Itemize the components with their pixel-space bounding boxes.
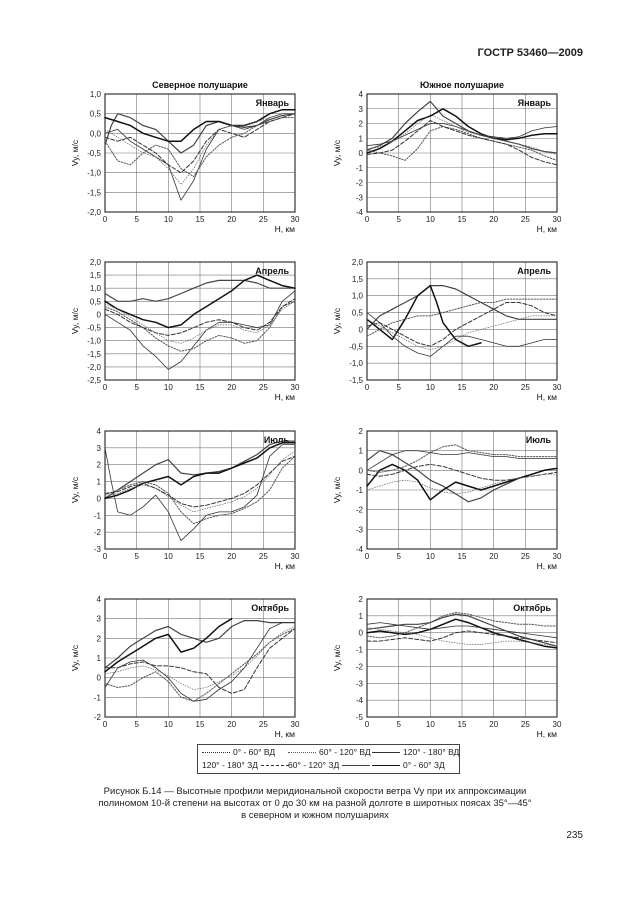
legend-item — [372, 760, 445, 770]
y-tick-label: 2 — [96, 460, 101, 470]
y-tick-label: -3 — [355, 525, 363, 535]
y-tick-label: -2 — [355, 662, 363, 672]
y-tick-label: -0,5 — [87, 323, 101, 333]
y-tick-label: -1,5 — [87, 349, 101, 359]
x-tick-label: 0 — [364, 720, 370, 729]
x-tick-label: 25 — [258, 383, 268, 392]
y-tick-label: -1 — [93, 693, 101, 703]
hemisphere-title: Северное полушарие — [152, 80, 248, 90]
y-tick-label: 2 — [358, 427, 363, 436]
x-axis-label: H, км — [536, 392, 557, 402]
x-tick-label: 15 — [195, 552, 205, 561]
y-tick-label: 0 — [96, 673, 101, 683]
x-tick-label: 5 — [134, 383, 139, 392]
y-tick-label: 1,0 — [89, 90, 101, 99]
x-tick-label: 0 — [102, 215, 108, 224]
chart-panel — [332, 427, 562, 571]
y-tick-label: -2,0 — [87, 362, 101, 372]
y-tick-label: 2 — [358, 119, 363, 129]
x-tick-label: 15 — [195, 215, 205, 224]
x-tick-label: 20 — [227, 383, 237, 392]
legend-swatch-icon — [202, 752, 230, 753]
legend-swatch-icon — [288, 752, 316, 753]
y-tick-label: -2,5 — [87, 376, 101, 385]
x-tick-label: 30 — [552, 215, 562, 224]
legend-label: 0° - 60° ЗД — [403, 760, 445, 770]
y-tick-label: 1 — [96, 654, 101, 663]
legend-item — [372, 747, 459, 757]
x-tick-label: 10 — [163, 215, 173, 224]
y-tick-label: -5 — [355, 713, 363, 722]
x-tick-label: 5 — [396, 383, 401, 392]
y-tick-label: 1 — [358, 611, 363, 621]
y-tick-label: 0,5 — [89, 109, 101, 119]
x-tick-label: 30 — [290, 215, 300, 224]
x-tick-label: 25 — [258, 720, 268, 729]
legend-label: 120° - 180° ВД — [403, 747, 460, 757]
x-axis-label: H, км — [274, 392, 295, 402]
chart-panel — [70, 427, 300, 571]
x-tick-label: 5 — [396, 552, 401, 561]
x-tick-label: 15 — [195, 383, 205, 392]
y-tick-label: -3 — [355, 679, 363, 689]
y-tick-label: -1 — [355, 163, 363, 173]
month-label: Июль — [263, 435, 289, 445]
y-tick-label: 0,5 — [351, 308, 363, 318]
x-tick-label: 15 — [457, 383, 467, 392]
y-tick-label: 3 — [96, 443, 101, 453]
x-axis-label: H, км — [274, 561, 295, 571]
x-tick-label: 20 — [489, 383, 499, 392]
y-tick-label: 4 — [96, 427, 101, 436]
y-axis-label: Vy, м/с — [332, 476, 342, 504]
y-tick-label: 1,0 — [351, 291, 363, 301]
y-tick-label: 3 — [96, 614, 101, 624]
x-tick-label: 5 — [396, 720, 401, 729]
document-header: ГОСТР 53460—2009 — [477, 47, 583, 59]
y-tick-label: 2,0 — [89, 258, 101, 267]
page-number: 235 — [566, 830, 583, 841]
chart-panel — [70, 80, 300, 234]
x-axis-label: H, км — [536, 224, 557, 234]
y-tick-label: 3 — [358, 104, 363, 114]
x-tick-label: 25 — [258, 215, 268, 224]
x-tick-label: 0 — [102, 552, 108, 561]
caption-line-1: Рисунок Б.14 — Высотные профили меридиональной скорости ветра Vy при их аппроксимации — [103, 786, 527, 797]
y-tick-label: -1 — [355, 645, 363, 655]
y-tick-label: 0 — [96, 310, 101, 320]
y-tick-label: 1 — [358, 134, 363, 144]
legend-item — [288, 747, 371, 757]
legend-item — [202, 760, 292, 770]
legend-label: 60° - 120° ВД — [319, 747, 371, 757]
x-tick-label: 30 — [552, 383, 562, 392]
legend-item — [288, 760, 373, 770]
x-tick-label: 15 — [457, 720, 467, 729]
x-tick-label: 15 — [195, 720, 205, 729]
x-tick-label: 10 — [163, 552, 173, 561]
month-label: Апрель — [517, 266, 551, 276]
x-tick-label: 0 — [102, 720, 108, 729]
y-tick-label: -4 — [355, 208, 363, 217]
y-tick-label: 1,5 — [351, 274, 363, 284]
y-tick-label: -1,0 — [87, 168, 101, 178]
x-axis-label: H, км — [274, 224, 295, 234]
y-tick-label: -1,0 — [87, 336, 101, 346]
y-tick-label: -2 — [355, 505, 363, 515]
x-tick-label: 20 — [489, 215, 499, 224]
chart-panel — [332, 258, 562, 402]
x-tick-label: 30 — [552, 552, 562, 561]
chart-panel — [70, 258, 300, 402]
x-tick-label: 0 — [364, 552, 370, 561]
y-axis-label: Vy, м/с — [70, 476, 80, 504]
legend-swatch-icon — [342, 765, 370, 766]
x-tick-label: 30 — [290, 383, 300, 392]
legend-swatch-icon — [261, 765, 289, 766]
x-tick-label: 20 — [227, 552, 237, 561]
legend-swatch-icon — [372, 765, 400, 766]
y-tick-label: 0,5 — [89, 297, 101, 307]
x-tick-label: 25 — [520, 552, 530, 561]
x-tick-label: 10 — [425, 383, 435, 392]
y-tick-label: -2 — [93, 528, 101, 538]
x-tick-label: 10 — [163, 720, 173, 729]
x-tick-label: 20 — [227, 720, 237, 729]
legend-item — [202, 747, 275, 757]
x-tick-label: 10 — [425, 215, 435, 224]
y-tick-label: 1 — [96, 477, 101, 487]
legend — [197, 744, 460, 774]
x-tick-label: 10 — [163, 383, 173, 392]
x-tick-label: 30 — [290, 552, 300, 561]
y-tick-label: -1,5 — [87, 188, 101, 198]
y-tick-label: 4 — [358, 90, 363, 99]
legend-label: 60° - 120° ЗД — [288, 760, 340, 770]
x-tick-label: 15 — [457, 552, 467, 561]
y-tick-label: 1,0 — [89, 284, 101, 294]
x-tick-label: 5 — [134, 720, 139, 729]
y-axis-label: Vy, м/с — [70, 644, 80, 672]
x-tick-label: 10 — [425, 552, 435, 561]
y-axis-label: Vy, м/с — [70, 307, 80, 335]
y-tick-label: 1,5 — [89, 271, 101, 281]
y-tick-label: 2 — [96, 634, 101, 644]
x-tick-label: 5 — [134, 215, 139, 224]
y-tick-label: -1 — [93, 511, 101, 521]
month-label: Октябрь — [251, 603, 289, 613]
y-tick-label: 2 — [358, 595, 363, 604]
x-tick-label: 15 — [457, 215, 467, 224]
caption-line-3: в северном и южном полушариях — [241, 810, 389, 821]
x-tick-label: 10 — [425, 720, 435, 729]
x-tick-label: 25 — [520, 383, 530, 392]
x-tick-label: 30 — [552, 720, 562, 729]
x-axis-label: H, км — [536, 729, 557, 739]
x-axis-label: H, км — [274, 729, 295, 739]
legend-swatch-icon — [372, 752, 400, 753]
month-label: Октябрь — [513, 603, 551, 613]
x-tick-label: 25 — [258, 552, 268, 561]
y-tick-label: 0 — [358, 628, 363, 638]
x-tick-label: 25 — [520, 720, 530, 729]
x-tick-label: 0 — [364, 215, 370, 224]
chart-panel — [332, 595, 562, 739]
legend-label: 0° - 60° ВД — [233, 747, 276, 757]
x-tick-label: 20 — [227, 215, 237, 224]
figure-caption — [70, 786, 560, 822]
x-tick-label: 0 — [102, 383, 108, 392]
y-tick-label: 2,0 — [351, 258, 363, 267]
y-tick-label: -1 — [355, 486, 363, 495]
y-tick-label: -4 — [355, 696, 363, 706]
legend-label: 120° - 180° ЗД — [202, 760, 258, 770]
y-tick-label: 0 — [96, 494, 101, 504]
x-tick-label: 30 — [290, 720, 300, 729]
y-tick-label: -2 — [93, 713, 101, 722]
chart-panel — [70, 595, 300, 739]
month-label: Январь — [255, 98, 289, 108]
y-axis-label: Vy, м/с — [332, 139, 342, 167]
y-tick-label: -1,5 — [349, 376, 363, 385]
x-tick-label: 5 — [134, 552, 139, 561]
chart-panel — [332, 80, 562, 234]
caption-line-2: полиномом 10-й степени на высотах от 0 до 30 км на разной долготе в широтных поясах 35°—45° — [98, 798, 532, 809]
y-tick-label: -0,5 — [87, 149, 101, 158]
y-tick-label: 0 — [358, 325, 363, 335]
y-axis-label: Vy, м/с — [70, 139, 80, 167]
y-tick-label: 1 — [358, 446, 363, 456]
month-label: Апрель — [255, 266, 289, 276]
hemisphere-title: Южное полушарие — [419, 80, 505, 90]
x-axis-label: H, км — [536, 561, 557, 571]
x-tick-label: 20 — [489, 720, 499, 729]
x-tick-label: 25 — [520, 215, 530, 224]
y-tick-label: -1,0 — [349, 359, 363, 369]
y-tick-label: 0 — [358, 149, 363, 158]
y-tick-label: -3 — [355, 193, 363, 203]
month-label: Январь — [517, 98, 551, 108]
x-tick-label: 0 — [364, 383, 370, 392]
month-label: Июль — [525, 435, 551, 445]
y-tick-label: -3 — [93, 545, 101, 554]
y-tick-label: -2,0 — [87, 208, 101, 217]
y-tick-label: -0,5 — [349, 342, 363, 352]
y-tick-label: 4 — [96, 595, 101, 604]
y-tick-label: 0 — [358, 466, 363, 476]
y-tick-label: -2 — [355, 178, 363, 188]
y-axis-label: Vy, м/с — [332, 307, 342, 335]
y-axis-label: Vy, м/с — [332, 644, 342, 672]
x-tick-label: 5 — [396, 215, 401, 224]
x-tick-label: 20 — [489, 552, 499, 561]
y-tick-label: 0,0 — [89, 129, 101, 139]
y-tick-label: -4 — [355, 545, 363, 554]
